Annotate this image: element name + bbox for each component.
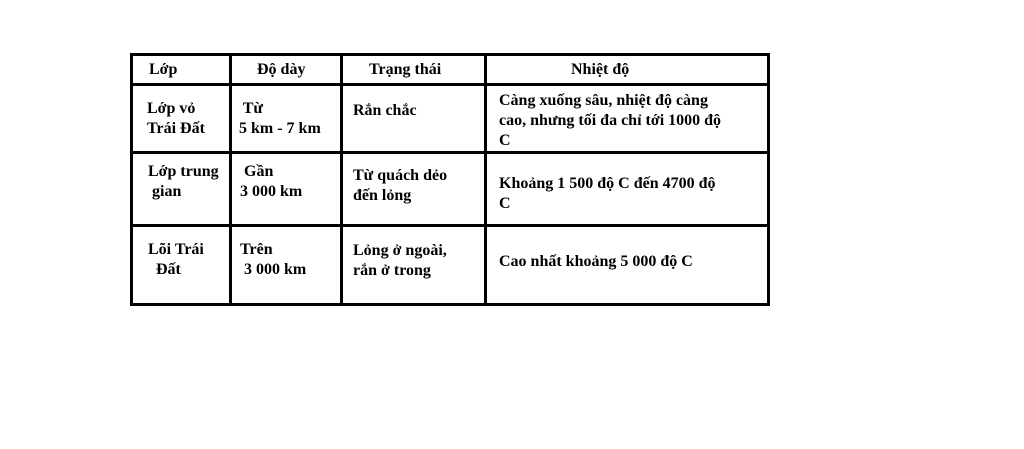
cell-trang-thai-text: Từ quách dẻo đến lỏng xyxy=(353,167,448,204)
cell-nhiet-do xyxy=(486,226,769,305)
cell-trang-thai xyxy=(342,85,486,153)
header-nhiet-do-label: Nhiệt độ xyxy=(571,60,630,78)
cell-do-day xyxy=(231,153,342,226)
cell-nhiet-do-text: Khoảng 1 500 độ C đến 4700 độ C xyxy=(499,175,716,212)
header-lop xyxy=(132,55,231,85)
cell-do-day xyxy=(231,226,342,305)
cell-nhiet-do-text: Càng xuống sâu, nhiệt độ càng cao, nhưng tối đa chỉ tới 1000 độ C xyxy=(499,92,722,149)
cell-nhiet-do xyxy=(486,85,769,153)
cell-lop-text: Lõi Trái Đất xyxy=(148,241,204,278)
header-do-day-label: Độ dày xyxy=(257,60,306,78)
cell-trang-thai xyxy=(342,153,486,226)
cell-nhiet-do xyxy=(486,153,769,226)
header-trang-thai-label: Trạng thái xyxy=(369,60,442,78)
cell-lop-text: Lớp trung gian xyxy=(148,163,219,200)
table-row xyxy=(132,226,769,305)
cell-nhiet-do-text: Cao nhất khoảng 5 000 độ C xyxy=(499,253,693,270)
table-header-row xyxy=(132,55,769,85)
cell-do-day-text: Từ 5 km - 7 km xyxy=(239,100,321,137)
table-row xyxy=(132,85,769,153)
cell-trang-thai-text: Rắn chắc xyxy=(353,102,417,119)
earth-layers-table xyxy=(130,53,770,306)
cell-trang-thai xyxy=(342,226,486,305)
table-row xyxy=(132,153,769,226)
cell-do-day-text: Gần 3 000 km xyxy=(240,163,303,200)
cell-do-day xyxy=(231,85,342,153)
header-lop-label: Lớp xyxy=(149,60,178,78)
cell-lop xyxy=(132,153,231,226)
cell-do-day-text: Trên 3 000 km xyxy=(240,241,307,278)
header-trang-thai xyxy=(342,55,486,85)
header-nhiet-do xyxy=(486,55,769,85)
cell-lop xyxy=(132,226,231,305)
cell-trang-thai-text: Lỏng ở ngoài, rắn ở trong xyxy=(353,242,447,279)
cell-lop xyxy=(132,85,231,153)
header-do-day xyxy=(231,55,342,85)
cell-lop-text: Lớp vỏ Trái Đất xyxy=(147,100,205,137)
